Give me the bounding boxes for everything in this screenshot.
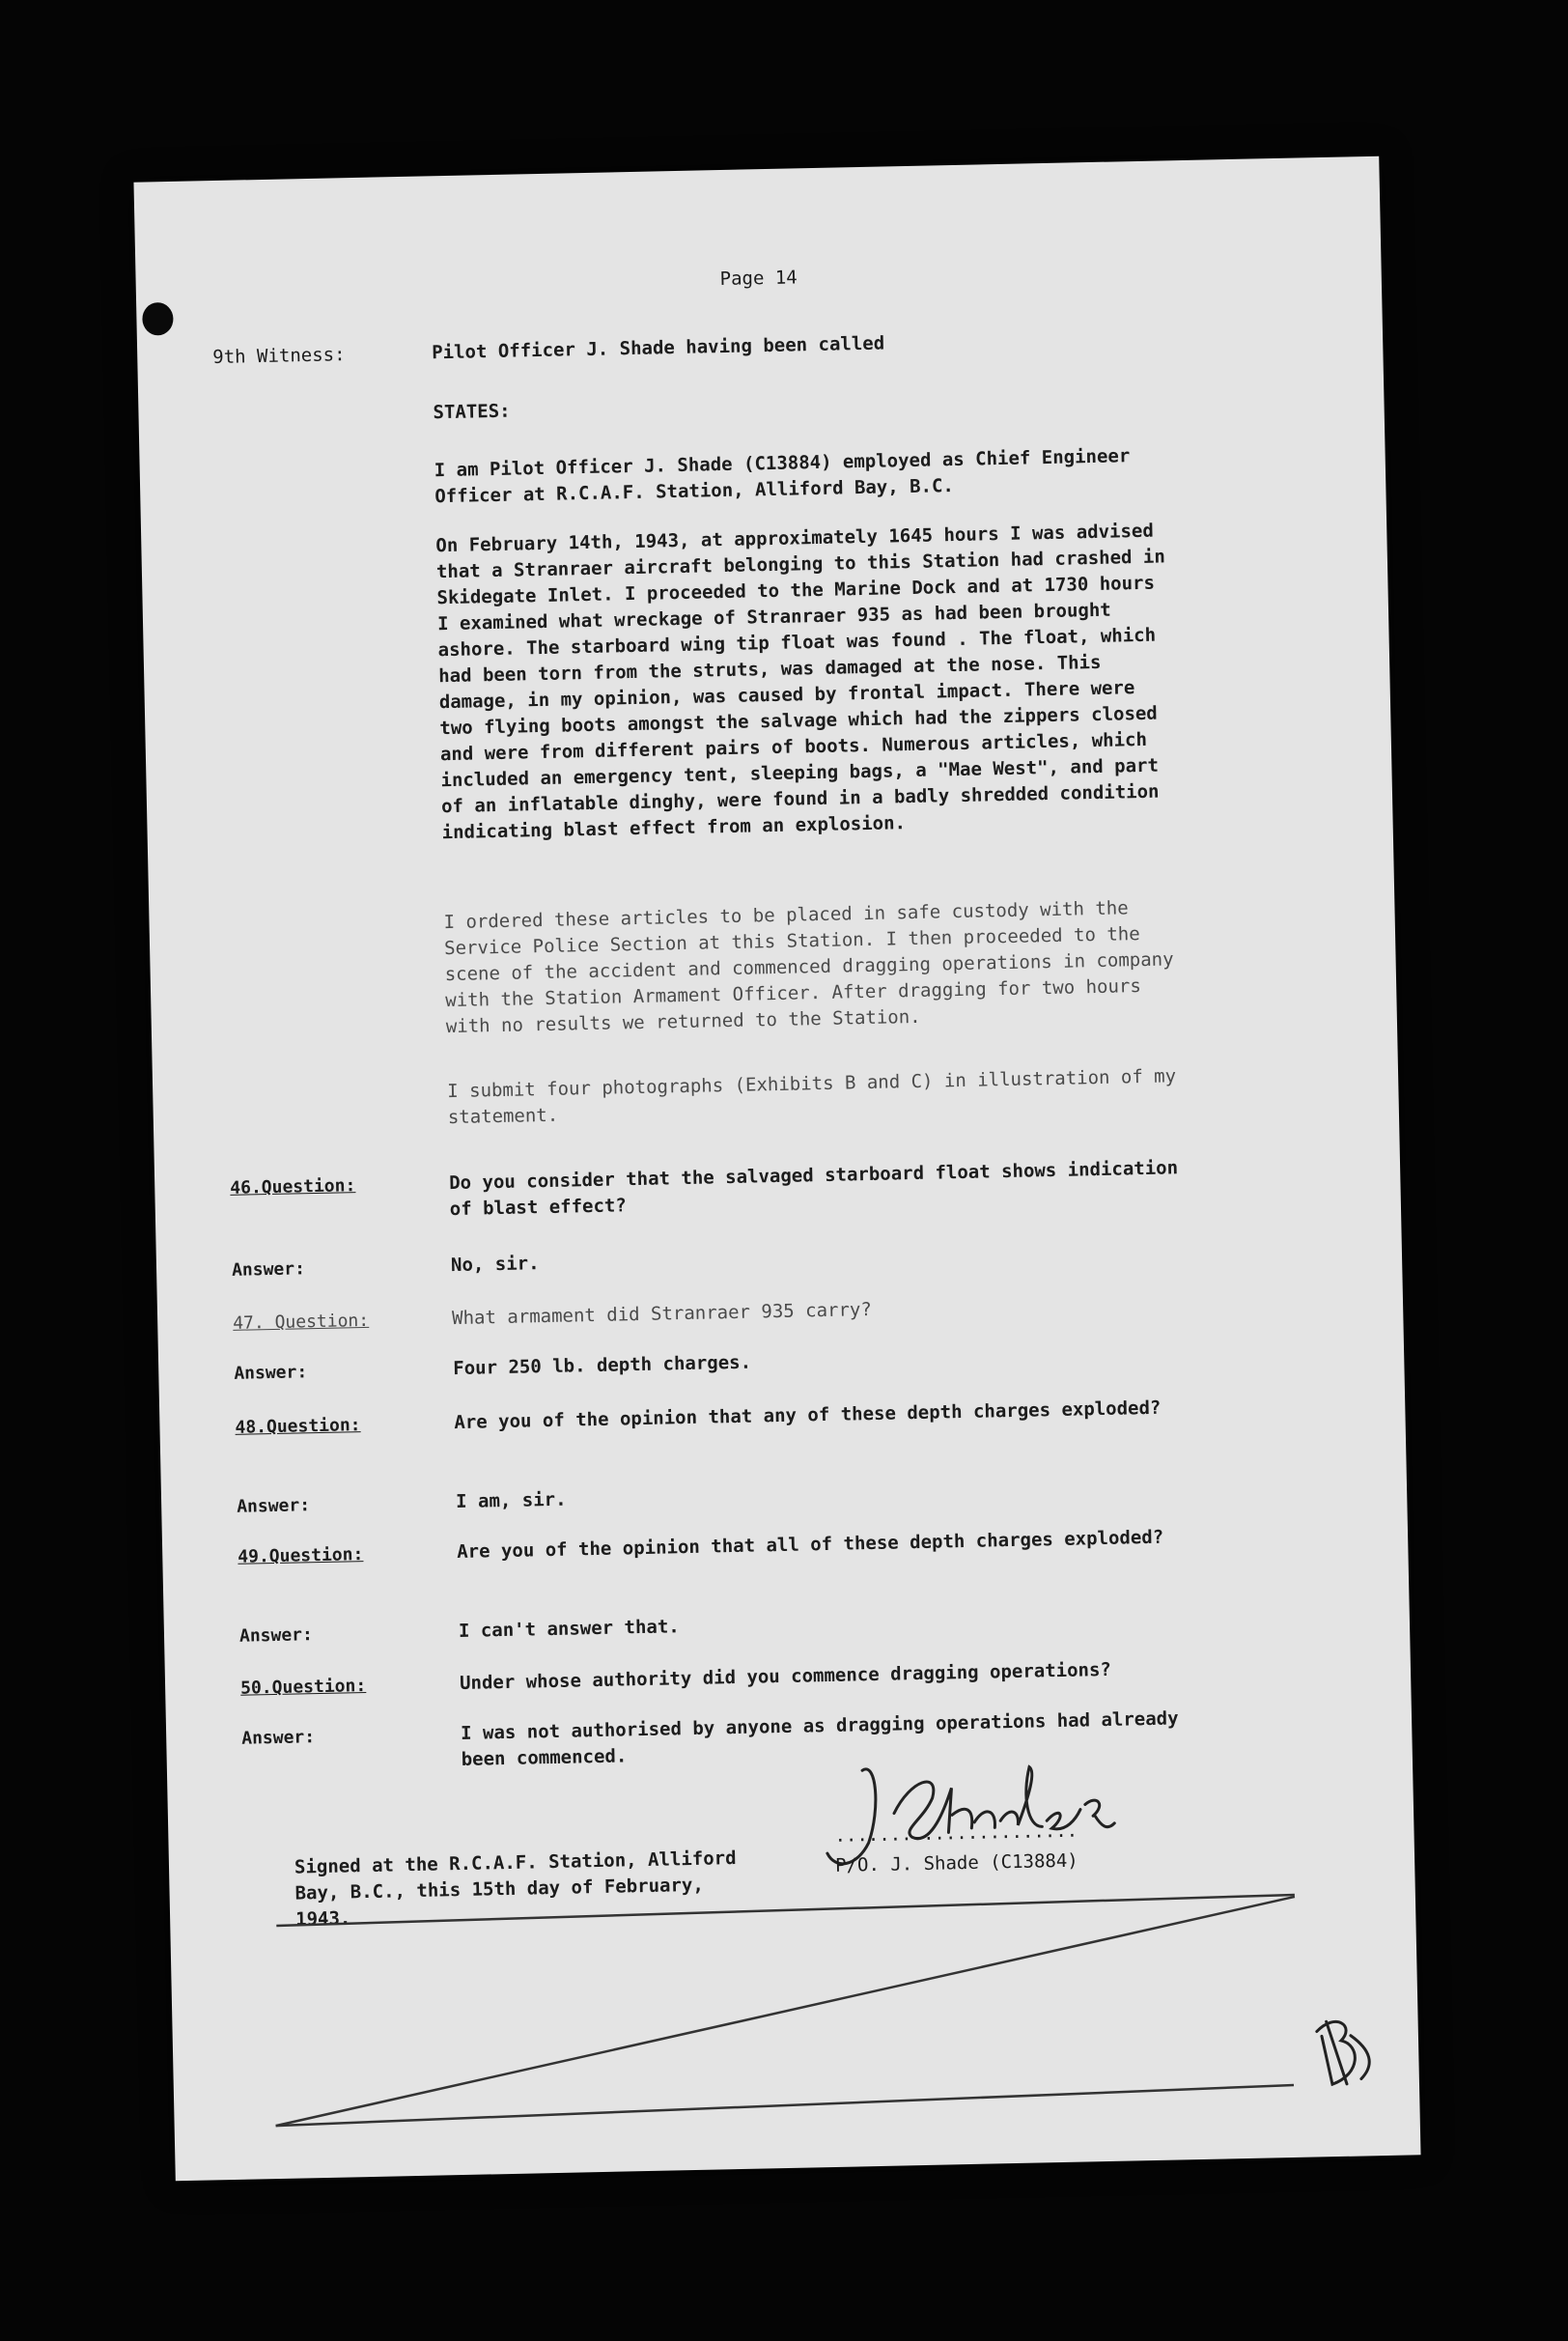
signature-dots: ...................... <box>834 1819 1078 1847</box>
answer-48: I am, sir. <box>455 1488 567 1513</box>
answer-label-46: Answer: <box>231 1258 306 1281</box>
question-46: Do you consider that the salvaged starboard float shows indication of blast effect? <box>449 1157 1179 1221</box>
answer-label-49: Answer: <box>238 1624 314 1647</box>
signature-and-strike-lines <box>133 156 1420 2182</box>
statement-paragraph-4: I submit four photographs (Exhibits B and C) in illustration of my statement. <box>447 1065 1177 1129</box>
signed-at-text: Signed at the R.C.A.F. Station, Alliford Bay, B.C., this 15th day of February, 1943. <box>294 1847 737 1931</box>
page-number: Page 14 <box>719 267 798 291</box>
question-label-50: 50.Question: <box>239 1676 367 1699</box>
answer-label-50: Answer: <box>241 1727 316 1749</box>
answer-47: Four 250 lb. depth charges. <box>453 1351 752 1380</box>
question-47: What armament did Stranraer 935 carry? <box>451 1298 872 1330</box>
question-50: Under whose authority did you commence dragging operations? <box>459 1658 1112 1695</box>
answer-label-48: Answer: <box>236 1495 311 1517</box>
question-48: Are you of the opinion that any of these depth charges exploded? <box>454 1396 1162 1434</box>
witness-label: 9th Witness: <box>212 344 346 369</box>
question-label-47: 47. Question: <box>233 1310 370 1334</box>
initials-mark <box>1317 2020 1370 2084</box>
statement-paragraph-1: I am Pilot Officer J. Shade (C13884) employed as Chief Engineer Officer at R.C.A.F. Station, Alliford Bay, B.C. <box>434 445 1131 508</box>
answer-46: No, sir. <box>450 1253 540 1277</box>
statement-paragraph-2: On February 14th, 1943, at approximately 1645 hours I was advised that a Stranraer aircraft belonging to this Station had crashed in Skidegate Inlet. I proceeded to the Marine Dock and at 1730 hours I examined what wreckage of Stranraer 935 as had been brought ashore. The starboard wing tip float was found . The float, which had been torn from the struts, was damaged at the nose. This damage, in my opinion, was caused by frontal impact. There were two flying boots amongst the salvage which had the zippers closed and were from different pairs of boots. Numerous articles, which included an emergency tent, sleeping bags, a "Mae West", and part of an inflatable dinghy, were found in a badly shredded condition indicating blast effect from an explosion. <box>435 520 1166 844</box>
question-49: Are you of the opinion that all of these depth charges exploded? <box>457 1526 1164 1564</box>
answer-label-47: Answer: <box>234 1362 308 1384</box>
question-label-48: 48.Question: <box>235 1415 361 1438</box>
answer-50: I was not authorised by anyone as dragging operations had already been commenced. <box>460 1707 1179 1770</box>
statement-paragraph-3: I ordered these articles to be placed in safe custody with the Service Police Section at this Station. I then proceeded to the scene of the accident and commenced dragging operations in company with the Station Armament Officer. After dragging for two hours with no results we returned to the Station. <box>443 897 1174 1038</box>
question-label-46: 46.Question: <box>230 1175 356 1199</box>
answer-49: I can't answer that. <box>458 1616 680 1643</box>
question-label-49: 49.Question: <box>238 1544 364 1567</box>
states-label: STATES: <box>433 400 511 424</box>
witness-heading: Pilot Officer J. Shade having been called <box>432 332 885 364</box>
signatory-name: P/O. J. Shade (C13884) <box>834 1849 1078 1876</box>
document-page <box>133 156 1420 2182</box>
